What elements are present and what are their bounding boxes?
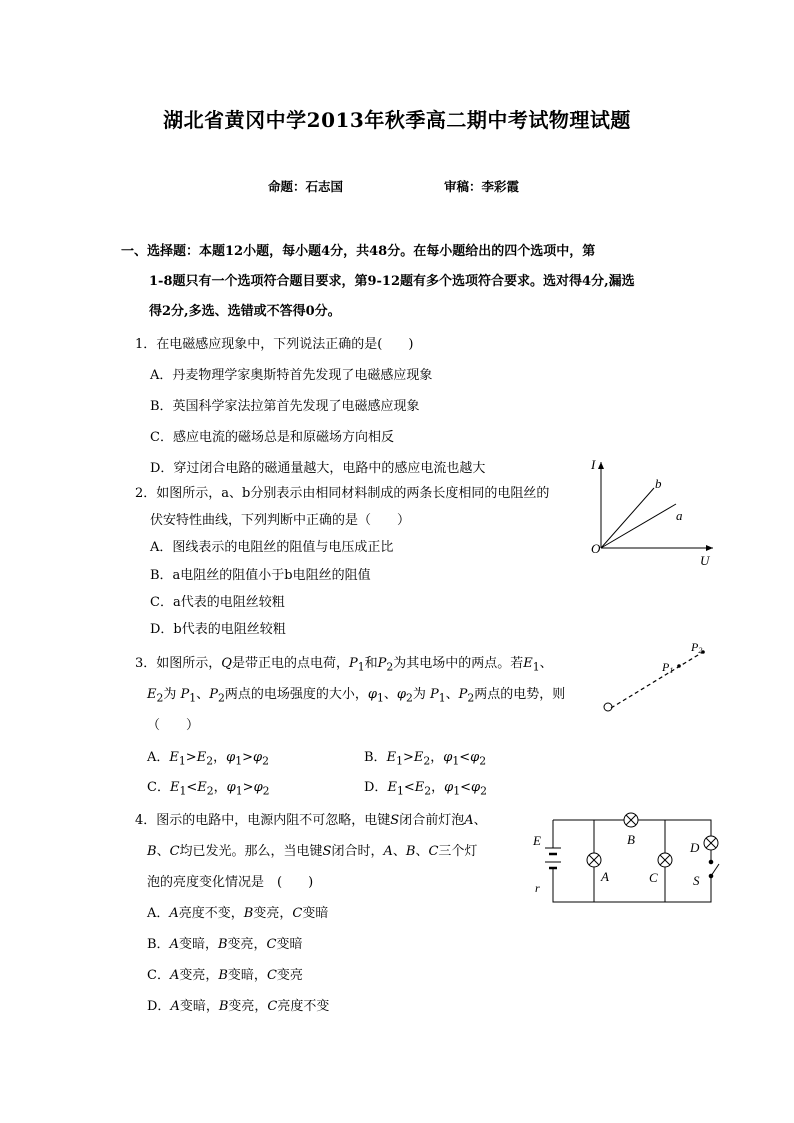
question-3-stem-line3: （ ） <box>147 718 200 733</box>
label-r: r <box>535 881 540 895</box>
question-4-stem-line1: 4．图示的电路中，电源内阻不可忽略，电键S闭合前灯泡A、 <box>135 813 487 828</box>
question-4-option-b: B．A变暗，B变亮，C变暗 <box>147 937 303 952</box>
question-3-stem-line2: $E_2$为 $P_1$、$P_2$两点的电场强度的大小，$\varphi_1$、$\varphi_2$为 $P_1$、$P_2$两点的电势，则 <box>147 687 566 705</box>
author-credit <box>268 177 343 195</box>
lamp-c <box>658 853 672 867</box>
reviewer-label: 审稿： <box>444 179 482 194</box>
charge-q <box>604 703 612 711</box>
line-b <box>601 488 654 548</box>
reviewer-name: 李彩霞 <box>481 179 520 194</box>
question-3-stem-line1: 3．如图所示，Q是带正电的点电荷，$P_1$和$P_2$为其电场中的两点。若$E_1$、 <box>135 656 553 674</box>
origin-label: O <box>591 541 601 556</box>
field-line <box>611 652 703 708</box>
section-heading-line2: 1-8题只有一个选项符合题目要求，第9-12题有多个选项符合要求。选对得4分,漏选 <box>149 274 635 289</box>
section-heading-line3: 得2分,多选、选错或不答得0分。 <box>149 304 341 319</box>
iu-graph <box>588 452 718 570</box>
page-title: 湖北省黄冈中学2013年秋季高二期中考试物理试题 <box>163 108 631 132</box>
label-s: S <box>693 873 700 888</box>
label-d: D <box>690 840 700 855</box>
question-4-option-d: D．A变暗，B变亮，C亮度不变 <box>147 999 330 1014</box>
question-2-option-b: B．a电阻丝的阻值小于b电阻丝的阻值 <box>150 568 371 583</box>
question-1-option-b: B．英国科学家法拉第首先发现了电磁感应现象 <box>150 399 420 414</box>
reviewer-credit <box>444 177 519 195</box>
p1-label: P1 <box>662 660 674 675</box>
lamp-b <box>624 813 638 827</box>
label-b: B <box>627 832 635 847</box>
question-4-stem-line3: 泡的亮度变化情况是 ( ) <box>147 875 314 890</box>
question-1-option-c: C．感应电流的磁场总是和原磁场方向相反 <box>150 430 394 445</box>
line-b-label: b <box>655 476 662 491</box>
i-axis-label: I <box>591 457 596 472</box>
question-2-option-d: D．b代表的电阻丝较粗 <box>150 622 286 637</box>
label-c: C <box>649 870 658 885</box>
question-1-stem: 1．在电磁感应现象中，下列说法正确的是( ) <box>135 337 414 352</box>
p2-label: P2 <box>691 640 703 655</box>
question-2-stem-line2: 伏安特性曲线，下列判断中正确的是（ ） <box>150 513 411 528</box>
lamp-a <box>587 853 601 867</box>
question-3-option-b: B．$E_1>E_2$，$\varphi_1<\varphi_2$ <box>364 750 487 768</box>
line-a-label: a <box>676 508 683 523</box>
label-e: E <box>533 833 541 848</box>
point-p1 <box>677 664 681 668</box>
question-3-option-c: C．$E_1<E_2$，$\varphi_1>\varphi_2$ <box>147 780 270 798</box>
u-axis-arrow <box>706 545 713 551</box>
question-2-stem-line1: 2．如图所示，a、b分别表示由相同材料制成的两条长度相同的电阻丝的 <box>135 486 550 501</box>
line-a <box>601 504 676 548</box>
lamp-d <box>704 836 718 860</box>
question-1-option-d: D．穿过闭合电路的磁通量越大，电路中的感应电流也越大 <box>150 461 486 476</box>
question-3-option-d: D．$E_1<E_2$，$\varphi_1<\varphi_2$ <box>364 780 488 798</box>
question-3-option-a: A．$E_1>E_2$，$\varphi_1>\varphi_2$ <box>147 750 269 768</box>
question-4-stem-line2: B、C均已发光。那么，当电键S闭合时，A、B、C三个灯 <box>147 844 478 859</box>
author-name: 石志国 <box>305 179 344 194</box>
charge-figure <box>596 636 716 720</box>
switch-s <box>709 860 719 878</box>
circuit-diagram <box>527 802 727 912</box>
u-axis-label: U <box>700 553 710 568</box>
label-a: A <box>601 869 609 884</box>
question-4-option-c: C．A变亮，B变暗，C变亮 <box>147 968 303 983</box>
i-axis-arrow <box>598 462 604 469</box>
question-2-option-c: C．a代表的电阻丝较粗 <box>150 595 285 610</box>
section-heading-line1: 一、选择题：本题12小题，每小题4分，共48分。在每小题给出的四个选项中，第 <box>121 244 596 259</box>
question-4-option-a: A．A亮度不变，B变亮，C变暗 <box>147 906 329 921</box>
author-label: 命题： <box>268 179 306 194</box>
question-2-option-a: A．图线表示的电阻丝的阻值与电压成正比 <box>150 540 394 555</box>
question-1-option-a: A．丹麦物理学家奥斯特首先发现了电磁感应现象 <box>150 368 433 383</box>
